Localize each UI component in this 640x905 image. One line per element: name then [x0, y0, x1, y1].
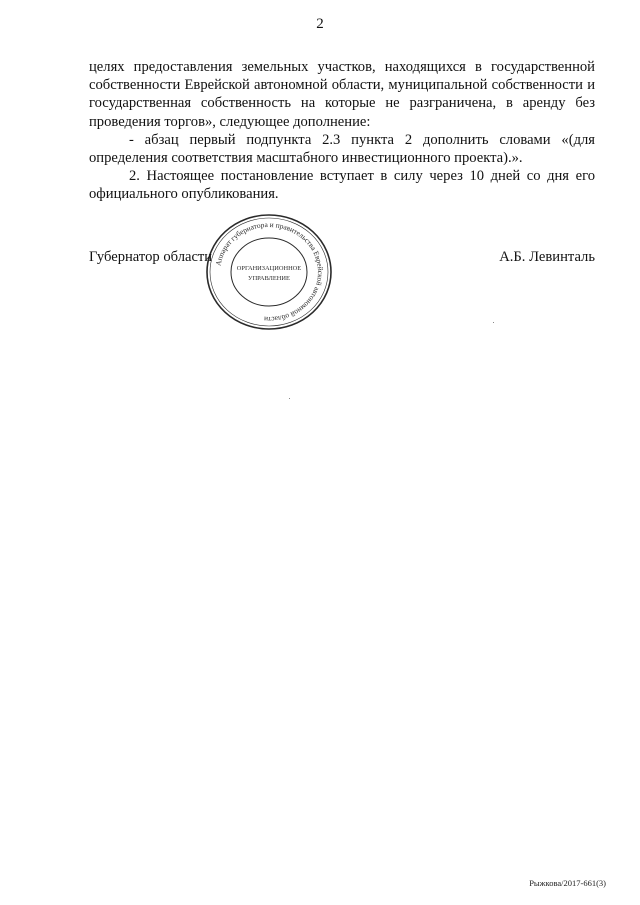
- signatory-name: А.Б. Левинталь: [499, 249, 595, 265]
- paragraph-effective-date: 2. Настоящее постановление вступает в силу через 10 дней со дня его официального опубликования.: [89, 168, 595, 203]
- page-number: 2: [316, 16, 324, 32]
- official-seal-stamp: [203, 211, 335, 333]
- seal-ring-textpath: Аппарат губернатора и правительства Еврейской автономной области: [213, 219, 326, 325]
- document-footer-code: Рыжкова/2017-661(3): [529, 878, 606, 888]
- signatory-title: Губернатор области: [89, 249, 213, 265]
- seal-graphic: [203, 211, 335, 333]
- seal-center-line-2: УПРАВЛЕНИЕ: [248, 275, 290, 282]
- document-body: [89, 58, 595, 204]
- paragraph-continuation: целях предоставления земельных участков, находящихся в государственной собственности Еврейской автономной области, муниципальной собственности и государственная собственность на которые не разграничена, в аренду без проведения торгов», следующее дополнение:: [89, 59, 595, 130]
- scan-speck: [289, 398, 290, 399]
- signature-block: [89, 248, 595, 270]
- seal-center-line-1: ОРГАНИЗАЦИОННОЕ: [236, 265, 302, 272]
- paragraph-amendment: - абзац первый подпункта 2.3 пункта 2 дополнить словами «(для определения соответствия масштабного инвестиционного проекта).».: [89, 131, 595, 167]
- scan-speck: [493, 322, 494, 323]
